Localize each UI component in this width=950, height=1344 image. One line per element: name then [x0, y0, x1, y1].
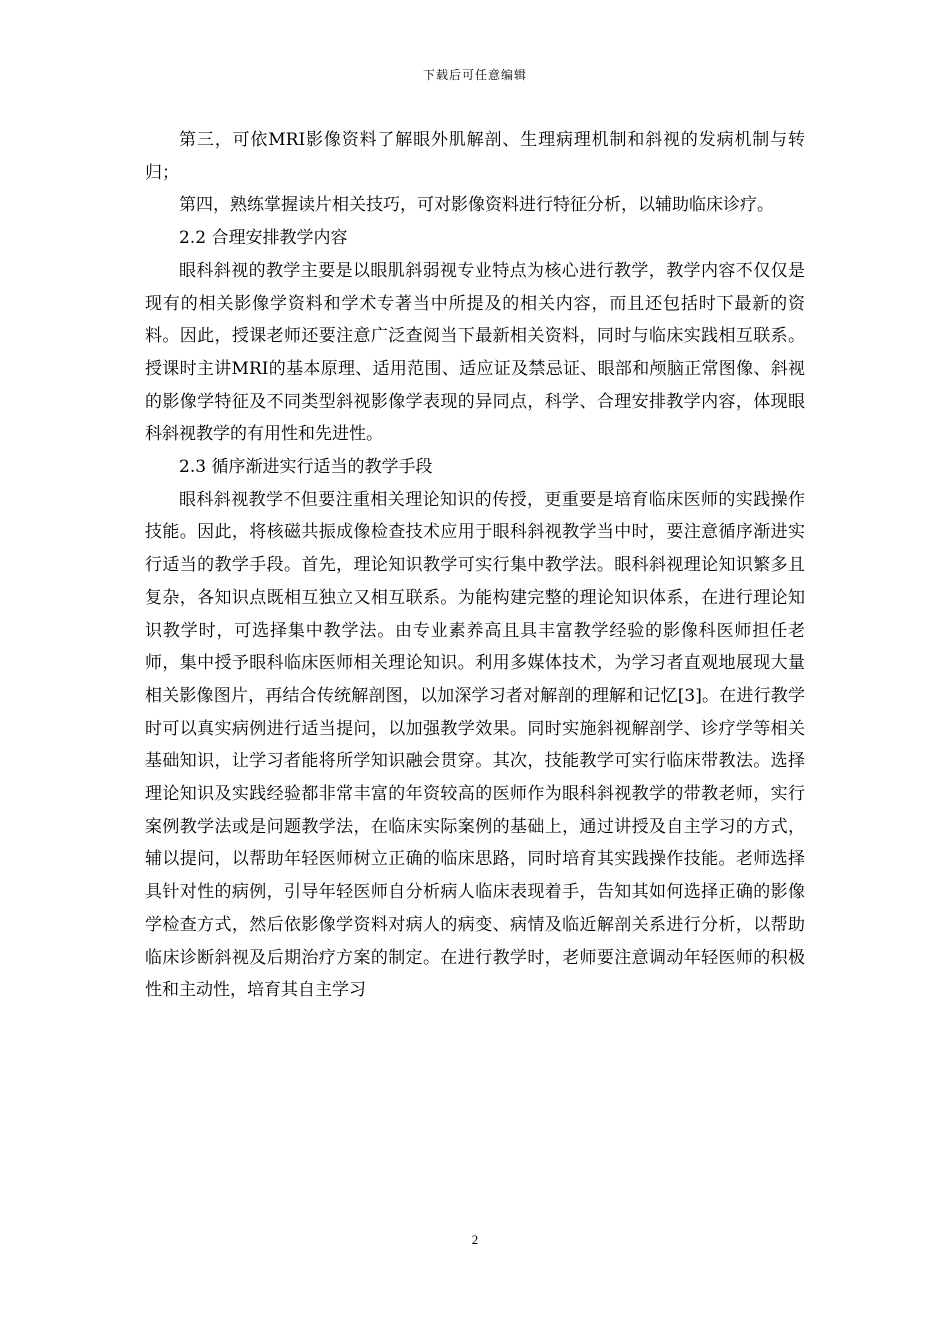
page-header: 下载后可任意编辑 [422, 68, 527, 82]
paragraph-third-point: 第三，可依MRI影像资料了解眼外肌解剖、生理病理机制和斜视的发病机制与转归； [145, 130, 805, 183]
paragraph-fourth-point: 第四，熟练掌握读片相关技巧，可对影像资料进行特征分析，以辅助临床诊疗。 [179, 195, 774, 216]
paragraph-teaching-content: 眼科斜视的教学主要是以眼肌斜弱视专业特点为核心进行教学，教学内容不仅仅是现有的相关影像学资料和学术专著当中所提及的相关内容，而且还包括时下最新的资料。因此，授课老师还要注意广泛查阅当下最新相关资料，同时与临床实践相互联系。授课时主讲MRI的基本原理、适用范围、适应证及禁忌证、眼部和颅脑正常图像、斜视的影像学特征及不同类型斜视影像学表现的异同点，科学、合理安排教学内容，体现眼科斜视教学的有用性和先进性。 [145, 260, 805, 445]
document-body [145, 124, 805, 1007]
paragraph-teaching-methods: 眼科斜视教学不但要注重相关理论知识的传授，更重要是培育临床医师的实践操作技能。因此，将核磁共振成像检查技术应用于眼科斜视教学当中时，要注意循序渐进实行适当的教学手段。首先，理论知识教学可实行集中教学法。眼科斜视理论知识繁多且复杂，各知识点既相互独立又相互联系。为能构建完整的理论知识体系，在进行理论知识教学时，可选择集中教学法。由专业素养高且具丰富教学经验的影像科医师担任老师，集中授予眼科临床医师相关理论知识。利用多媒体技术，为学习者直观地展现大量相关影像图片，再结合传统解剖图，以加深学习者对解剖的理解和记忆[3]。在进行教学时可以真实病例进行适当提问，以加强教学效果。同时实施斜视解剖学、诊疗学等相关基础知识，让学习者能将所学知识融会贯穿。其次，技能教学可实行临床带教法。选择理论知识及实践经验都非常丰富的年资较高的医师作为眼科斜视教学的带教老师，实行案例教学法或是问题教学法，在临床实际案例的基础上，通过讲授及自主学习的方式，辅以提问，以帮助年轻医师树立正确的临床思路，同时培育其实践操作技能。老师选择具针对性的病例，引导年轻医师自分析病人临床表现着手，告知其如何选择正确的影像学检查方式，然后依影像学资料对病人的病变、病情及临近解剖关系进行分析，以帮助临床诊断斜视及后期治疗方案的制定。在进行教学时，老师要注意调动年轻医师的积极性和主动性，培育其自主学习 [145, 489, 805, 1001]
section-heading-2-3: 2.3 循序渐进实行适当的教学手段 [179, 457, 433, 478]
section-heading-2-2: 2.2 合理安排教学内容 [179, 228, 348, 249]
page-number: 2 [471, 1232, 479, 1247]
